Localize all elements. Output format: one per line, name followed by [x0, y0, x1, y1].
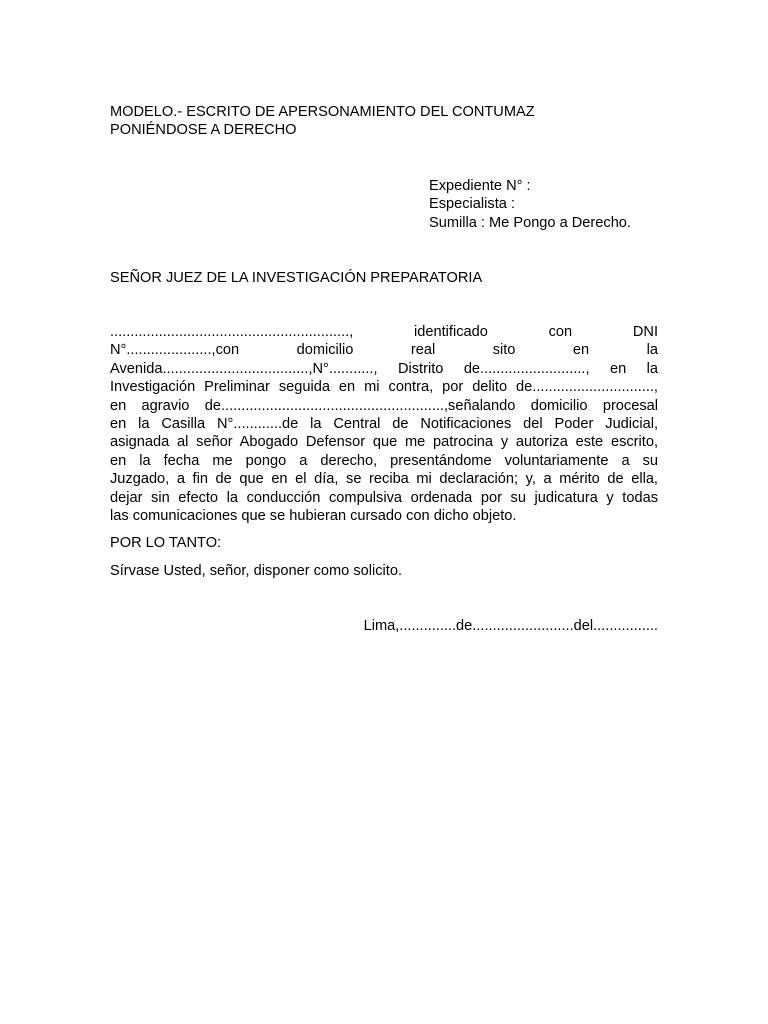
title-line-1: MODELO.- ESCRITO DE APERSONAMIENTO DEL CONTUMAZ — [110, 104, 535, 120]
body-line-last: las comunicaciones que se hubieran cursado con dicho objeto. — [110, 507, 517, 524]
case-reference-block — [429, 177, 689, 232]
document-title — [110, 103, 670, 140]
title-line-2: PONIÉNDOSE A DERECHO — [110, 122, 297, 139]
closing-heading: POR LO TANTO: — [110, 535, 222, 551]
request-line: Sírvase Usted, señor, disponer como solicito. — [110, 563, 403, 579]
body-line: en la fecha me pongo a derecho, presentándome voluntariamente a su — [110, 452, 658, 469]
sumilla-label: Sumilla : Me Pongo a Derecho. — [429, 214, 631, 231]
body-line: asignada al señor Abogado Defensor que me patrocina y autoriza este escrito, — [110, 434, 658, 451]
body-line: N°.....................,con domicilio real sito en la — [110, 342, 658, 359]
body-paragraph — [110, 323, 658, 525]
expediente-label: Expediente N° : — [429, 178, 531, 194]
body-line: Juzgado, a fin de que en el día, se reciba mi declaración; y, a mérito de ella, — [110, 471, 658, 488]
body-line: en agravio de.......................................................,señalando domicilio procesal — [110, 397, 658, 414]
body-line: en la Casilla N°............de la Central de Notificaciones del Poder Judicial, — [110, 415, 658, 432]
body-line: dejar sin efecto la conducción compulsiva ordenada por su judicatura y todas — [110, 489, 658, 506]
body-line: Investigación Preliminar seguida en mi contra, por delito de.............................., — [110, 379, 658, 396]
body-line: Avenida....................................,N°..........., Distrito de.........................., en la — [110, 360, 658, 377]
addressee-heading: SEÑOR JUEZ DE LA INVESTIGACIÓN PREPARATORIA — [110, 270, 483, 286]
body-line: ..........................................................., identificado con DNI — [110, 324, 658, 340]
especialista-label: Especialista : — [429, 196, 515, 213]
place-date-line: Lima,..............de.........................del................ — [363, 618, 658, 634]
